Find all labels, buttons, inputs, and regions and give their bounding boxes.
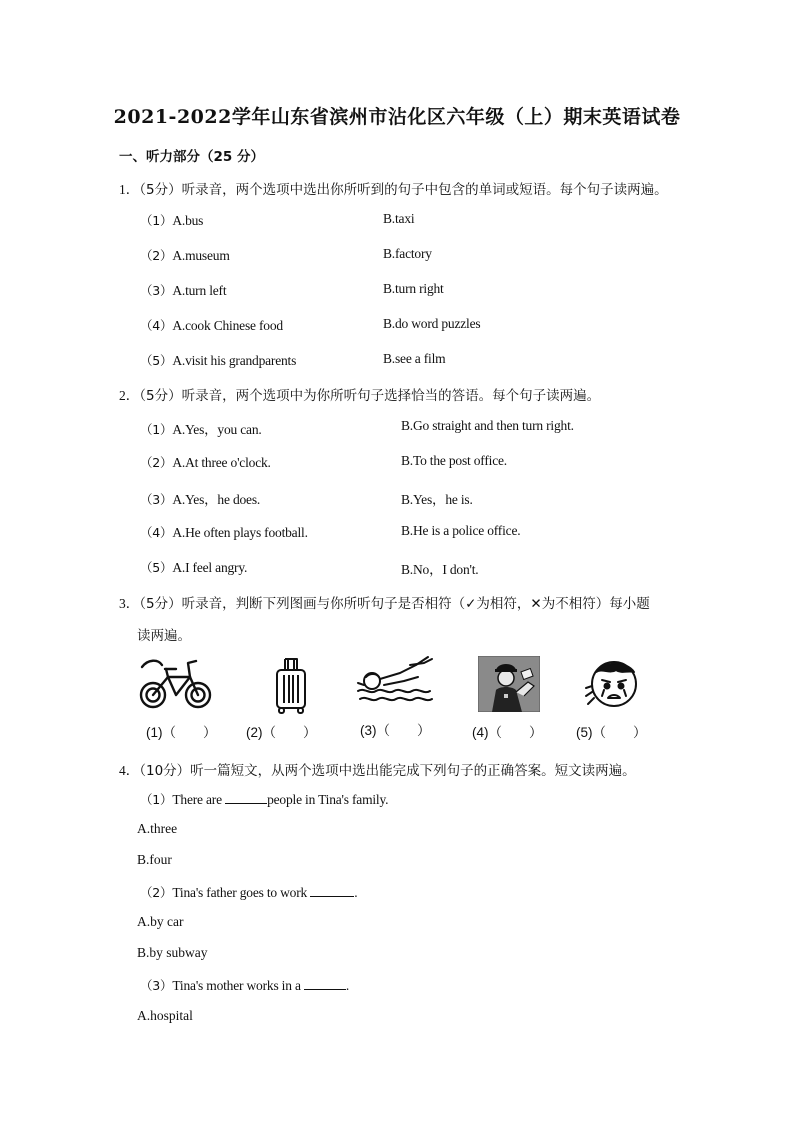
q1-item-1-option-b: B.taxi <box>383 211 415 226</box>
question-1 <box>119 178 668 198</box>
q2-item-2-option-b: B.To the post office. <box>401 453 507 468</box>
option-text: A.museum <box>172 248 230 263</box>
answer-blank <box>310 884 354 897</box>
q1-item-4-option-a <box>140 316 283 334</box>
suitcase-icon <box>272 656 310 716</box>
sentence-end: . <box>345 978 350 993</box>
item-index: （2） <box>140 885 173 900</box>
crying-face-icon <box>582 656 644 712</box>
question-3-continued: 读两遍。 <box>137 628 191 644</box>
q2-item-1-option-b: B.Go straight and then turn right. <box>401 418 574 433</box>
q2-item-5-option-a <box>140 558 247 576</box>
option-text: A.At three o'clock. <box>172 455 271 470</box>
option-text: A.turn left <box>172 283 227 298</box>
item-index: （3） <box>140 492 173 507</box>
item-index: （1） <box>140 213 173 228</box>
sentence-start: There are <box>172 792 226 807</box>
q4-item-2-sentence <box>140 883 357 901</box>
item-index: （2） <box>140 455 173 470</box>
item-index: （4） <box>140 525 173 540</box>
question-number: 1． <box>119 182 140 197</box>
q2-item-3-option-a <box>140 488 260 508</box>
item-index: （2） <box>140 248 173 263</box>
q1-item-3-option-a <box>140 281 226 299</box>
q4-item-1-sentence <box>140 790 388 808</box>
item-index: （3） <box>140 978 173 993</box>
q2-item-4-option-b: B.He is a police office. <box>401 523 521 538</box>
item-index: （1） <box>140 422 173 437</box>
question-number: 3． <box>119 596 140 611</box>
q1-item-5-option-b: B.see a film <box>383 351 446 366</box>
option-text: A.visit his grandparents <box>172 353 297 368</box>
answer-blank <box>225 791 267 804</box>
page-title: 2021-2022学年山东省滨州市沾化区六年级（上）期末英语试卷 <box>113 106 681 128</box>
item-index: （5） <box>140 353 173 368</box>
q1-item-2-option-b: B.factory <box>383 246 432 261</box>
swimmer-icon <box>354 655 436 711</box>
picture-2-label: (2)（ ） <box>246 725 317 740</box>
sentence-end: people in Tina's family. <box>267 792 389 807</box>
q4-item-3-sentence <box>140 976 349 994</box>
q2-item-1-option-a <box>140 418 262 438</box>
q2-item-2-option-a <box>140 453 271 471</box>
q1-item-1-option-a <box>140 211 203 229</box>
q2-item-3-option-b: B.Yes，he is. <box>401 492 473 507</box>
item-index: （4） <box>140 318 173 333</box>
option-text: A.Yes，you can. <box>172 422 262 437</box>
q4-item-3-option-a: A.hospital <box>137 1008 193 1023</box>
police-officer-icon <box>478 656 540 712</box>
picture-1-label: (1)（ ） <box>146 725 217 740</box>
question-text: （5分）听录音，两个选项中为你所听句子选择恰当的答语。每个句子读两遍。 <box>139 388 601 404</box>
option-text: A.bus <box>172 213 204 228</box>
q2-item-5-option-b: B.No，I don't. <box>401 562 479 577</box>
item-index: （3） <box>140 283 173 298</box>
picture-4-label: (4)（ ） <box>472 725 543 740</box>
q4-item-1-option-a: A.three <box>137 821 178 836</box>
item-index: （1） <box>140 792 173 807</box>
bicycle-icon <box>138 655 214 713</box>
item-index: （5） <box>140 560 173 575</box>
q1-item-3-option-b: B.turn right <box>383 281 444 296</box>
sentence-start: Tina's mother works in a <box>172 978 304 993</box>
picture-3-label: (3)（ ） <box>360 723 431 738</box>
picture-5-label: (5)（ ） <box>576 725 647 740</box>
q4-item-1-option-b: B.four <box>137 852 172 867</box>
question-text: （5分）听录音，判断下列图画与你所听句子是否相符（✓为相符，✕为不相符）每小题 <box>139 596 650 612</box>
q4-item-2-option-a: A.by car <box>137 914 184 929</box>
question-3 <box>119 592 650 612</box>
q1-item-5-option-a <box>140 351 296 369</box>
option-text: A.Yes，he does. <box>172 492 261 507</box>
question-number: 4． <box>119 763 140 778</box>
option-text: A.I feel angry. <box>172 560 248 575</box>
q4-item-2-option-b: B.by subway <box>137 945 208 960</box>
question-4 <box>119 759 636 779</box>
section-heading-listening: 一、听力部分（25 分） <box>119 149 264 165</box>
q1-item-4-option-b: B.do word puzzles <box>383 316 481 331</box>
question-text: （10分）听一篇短文，从两个选项中选出能完成下列句子的正确答案。短文读两遍。 <box>139 763 636 779</box>
sentence-start: Tina's father goes to work <box>172 885 311 900</box>
q2-item-4-option-a <box>140 523 308 541</box>
answer-blank <box>304 977 346 990</box>
option-text: A.cook Chinese food <box>172 318 283 333</box>
question-text: （5分）听录音，两个选项中选出你所听到的句子中包含的单词或短语。每个句子读两遍。 <box>139 182 668 198</box>
question-number: 2． <box>119 388 140 403</box>
q1-item-2-option-a <box>140 246 230 264</box>
question-2 <box>119 384 600 404</box>
option-text: A.He often plays football. <box>172 525 308 540</box>
sentence-end: . <box>354 885 358 900</box>
